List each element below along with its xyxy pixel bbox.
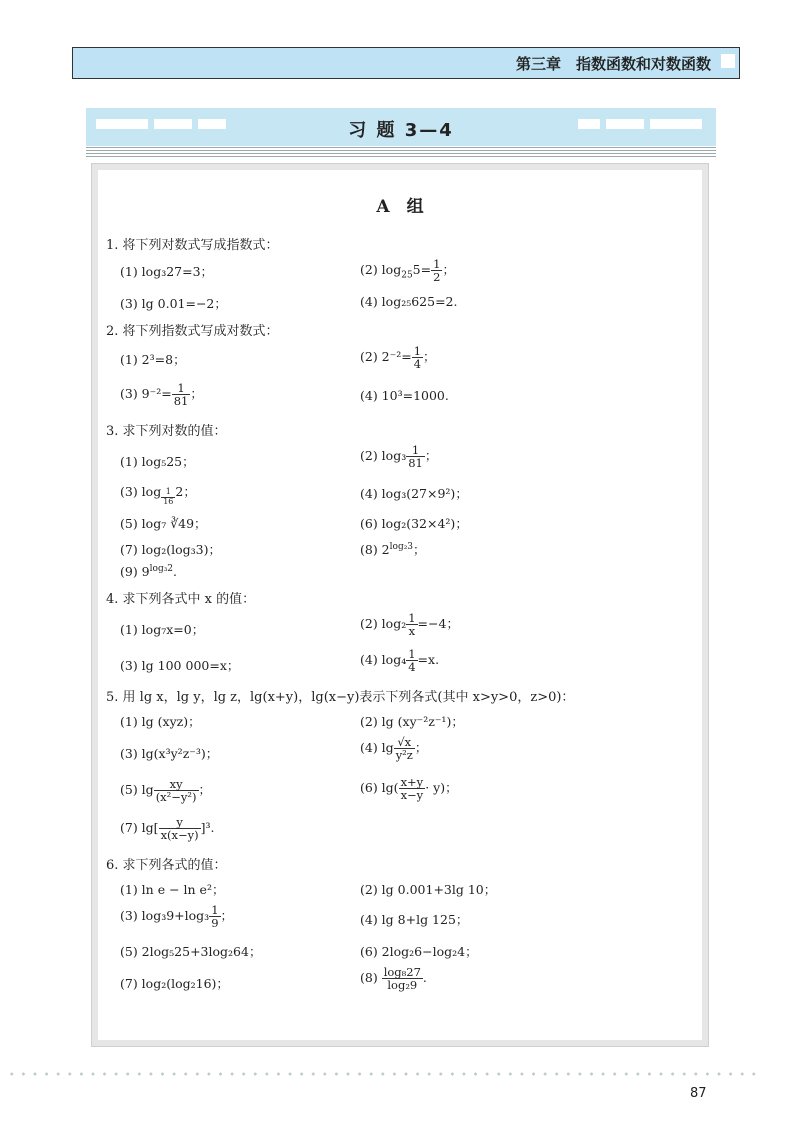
q3-item-1: (1) log₅25； — [120, 454, 195, 469]
group-title: A 组 — [376, 197, 424, 217]
q3-item-5: (5) log₇ ∛49； — [120, 516, 207, 531]
page-number: 87 — [690, 1086, 707, 1101]
q1-item-3: (3) lg 0.01=−2； — [120, 296, 227, 311]
q6-item-6: (6) 2log₂6−log₂4； — [360, 944, 478, 959]
q1-item-2: (2) $\log_{25}5=$ $\frac{1}{2}$ ； — [360, 257, 455, 285]
q6-item-5: (5) 2log₅25+3log₂64； — [120, 944, 262, 959]
exercise-panel — [98, 170, 702, 1040]
q3-item-7: (7) log₂(log₃3)； — [120, 542, 221, 557]
section-title: 习 题 3—4 — [348, 120, 454, 141]
q2-item-3: (3) 9⁻²= $\frac{1}{81}$ ； — [120, 381, 203, 409]
q1-item-1: (1) log₃27=3； — [120, 264, 214, 279]
q5-item-2: (2) lg (xy⁻²z⁻¹)； — [360, 714, 464, 729]
q6-item-7: (7) log₂(log₂16)； — [120, 976, 229, 991]
q2-item-4: (4) 10³=1000. — [360, 388, 449, 403]
q6-item-8: (8) $\frac{\text{log₈27}}{\text{log₂9}}$ . — [360, 965, 427, 993]
banner-stripes — [86, 147, 716, 157]
q5-item-6: (6) lg( $\frac{x+y}{x-y}$ · y)； — [360, 775, 458, 803]
chapter-header — [72, 47, 740, 79]
q6-item-2: (2) lg 0.001+3lg 10； — [360, 882, 497, 897]
q4-item-2: (2) log₂ $\frac{1}{x}$ =−4； — [360, 611, 459, 639]
q6-item-1: (1) ln e − ln e²； — [120, 882, 225, 897]
q6-item-4: (4) lg 8+lg 125； — [360, 912, 469, 927]
q3-item-2: (2) log₃ $\frac{1}{81}$ ； — [360, 443, 438, 471]
q4-item-4: (4) log₄ $\frac{1}{4}$ =x. — [360, 647, 440, 675]
q2-item-2: (2) 2⁻²= $\frac{1}{4}$ ； — [360, 344, 436, 372]
question-6-title: 6. 求下列各式的值： — [106, 858, 227, 873]
question-5-title: 5. 用 lg x，lg y，lg z，lg(x+y)，lg(x−y)表示下列各式(其中 x>y>0，z>0)： — [106, 690, 575, 705]
header-square-icon — [721, 54, 735, 68]
q3-item-8: (8) $2^{log_23}$； — [360, 541, 426, 557]
question-2-title: 2. 将下列指数式写成对数式： — [106, 324, 279, 339]
q3-item-3: (3) log $_{\frac{1}{16}}$ 2； — [120, 484, 196, 506]
question-3-title: 3. 求下列对数的值： — [106, 424, 227, 439]
q3-item-6: (6) log₂(32×4²)； — [360, 516, 468, 531]
chapter-title: 第三章 指数函数和对数函数 — [515, 55, 711, 73]
section-banner — [86, 108, 716, 146]
q6-item-3: (3) log₃9+log₃ $\frac{1}{9}$ ； — [120, 903, 234, 931]
q5-item-4: (4) lg $\frac{√x}{\text{y²z}}$ ； — [360, 735, 428, 763]
q5-item-3: (3) lg(x³y²z⁻³)； — [120, 746, 219, 761]
q2-item-1: (1) 2³=8； — [120, 352, 186, 367]
question-4-title: 4. 求下列各式中 x 的值： — [106, 592, 256, 607]
q5-item-5: (5) lg $\frac{xy}{\text{(x²−y²)}}$ ； — [120, 777, 212, 805]
q5-item-7: (7) lg[ $\frac{y}{x(x-y)}$ ]³. — [120, 815, 215, 843]
q4-item-1: (1) log₇x=0； — [120, 622, 205, 637]
q4-item-3: (3) lg 100 000=x； — [120, 658, 240, 673]
q3-item-9: (9) $9^{log_32}$. — [120, 564, 178, 580]
q1-item-4: (4) log₂₅625=2. — [360, 294, 458, 309]
footer-dotted-line — [6, 1072, 756, 1076]
q5-item-1: (1) lg (xyz)； — [120, 714, 201, 729]
question-1-title: 1. 将下列对数式写成指数式： — [106, 238, 279, 253]
q3-item-4: (4) log₃(27×9²)； — [360, 486, 468, 501]
